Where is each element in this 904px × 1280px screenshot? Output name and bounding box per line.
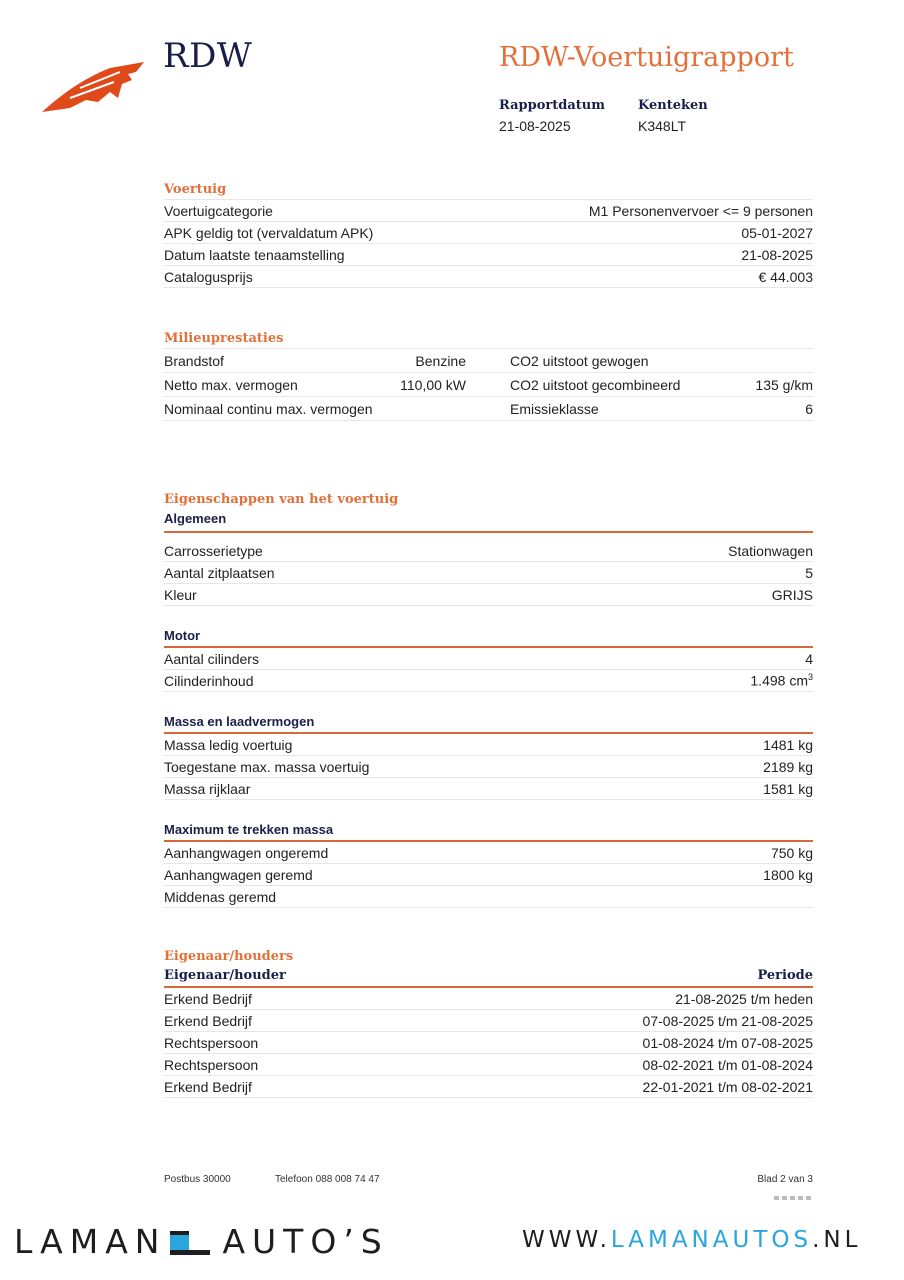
- owner-cell: Rechtspersoon: [164, 1034, 259, 1051]
- table-row: [164, 988, 813, 1010]
- table-row: [164, 222, 813, 244]
- subsection-title-massa: Massa en laadvermogen: [164, 712, 813, 734]
- table-row: [164, 842, 813, 864]
- table-row: [164, 648, 813, 670]
- owner-cell: Erkend Bedrijf: [164, 1078, 252, 1095]
- table-row: [164, 778, 813, 800]
- laman-logo-mark-icon: [170, 1231, 210, 1255]
- section-title-eigenaren: Eigenaar/houders: [164, 949, 294, 964]
- row-label: Nominaal continu max. vermogen: [164, 400, 373, 417]
- table-row: [164, 373, 813, 397]
- row-label: Netto max. vermogen: [164, 376, 298, 393]
- row-label: Massa ledig voertuig: [164, 736, 293, 753]
- row-value: GRIJS: [771, 586, 813, 603]
- row-label: Cilinderinhoud: [164, 672, 254, 689]
- table-row: [164, 540, 813, 562]
- subsection-title-algemeen: Algemeen: [164, 509, 813, 533]
- column-header-owner: Eigenaar/houder: [164, 968, 286, 983]
- row-label: Aanhangwagen geremd: [164, 866, 313, 883]
- row-value: 135 g/km: [755, 376, 813, 393]
- footer-page-number: Blad 2 van 3: [757, 1174, 813, 1185]
- url-prefix: WWW.: [522, 1227, 611, 1253]
- row-value: M1 Personenvervoer <= 9 personen: [588, 202, 813, 219]
- row-label: Middenas geremd: [164, 888, 277, 905]
- owner-cell: Rechtspersoon: [164, 1056, 259, 1073]
- table-row: [164, 200, 813, 222]
- row-value: 1800 kg: [763, 866, 813, 883]
- row-value: € 44.003: [758, 268, 813, 285]
- kenteken-value: K348LT: [638, 118, 686, 134]
- row-value: 1581 kg: [763, 780, 813, 797]
- row-label: Carrosserietype: [164, 542, 263, 559]
- report-title: RDW-Voertuigrapport: [499, 42, 794, 73]
- kenteken-label: Kenteken: [638, 98, 708, 113]
- footer-cut-off-line: [164, 1196, 814, 1200]
- voertuig-section: [164, 181, 813, 288]
- row-value: 05-01-2027: [741, 224, 813, 241]
- table-row: [164, 1054, 813, 1076]
- owner-cell: Erkend Bedrijf: [164, 990, 252, 1007]
- rapportdatum-label: Rapportdatum: [499, 98, 605, 113]
- row-value: Benzine: [415, 352, 466, 369]
- period-cell: 22-01-2021 t/m 08-02-2021: [642, 1078, 813, 1095]
- row-label: CO2 uitstoot gewogen: [510, 352, 649, 369]
- subsection-title-trekken: Maximum te trekken massa: [164, 820, 813, 842]
- table-row: [164, 734, 813, 756]
- period-cell: 21-08-2025 t/m heden: [675, 990, 813, 1007]
- rdw-feather-logo-icon: [40, 58, 148, 114]
- row-label: Kleur: [164, 586, 197, 603]
- row-label: Aantal cilinders: [164, 650, 259, 667]
- row-value: 750 kg: [770, 844, 813, 861]
- table-row: [164, 266, 813, 288]
- row-label: Massa rijklaar: [164, 780, 251, 797]
- row-value: Stationwagen: [728, 542, 813, 559]
- row-value: 1481 kg: [763, 736, 813, 753]
- laman-logo-left-text: LAMAN: [14, 1222, 167, 1261]
- period-cell: 08-02-2021 t/m 01-08-2024: [642, 1056, 813, 1073]
- table-header: [164, 966, 813, 988]
- table-row: [164, 562, 813, 584]
- row-label: Toegestane max. massa voertuig: [164, 758, 370, 775]
- section-title-milieu: Milieuprestaties: [164, 331, 284, 346]
- website-url: [522, 1227, 861, 1253]
- url-domain: LAMANAUTOS: [610, 1227, 813, 1253]
- table-row: [164, 349, 813, 373]
- row-label: Brandstof: [164, 352, 224, 369]
- url-suffix: .NL: [812, 1227, 862, 1253]
- rdw-logo-text: RDW: [163, 36, 253, 76]
- row-value: 2189 kg: [763, 758, 813, 775]
- row-label: Aanhangwagen ongeremd: [164, 844, 329, 861]
- row-label: Emissieklasse: [510, 400, 599, 417]
- milieu-section: [164, 330, 813, 421]
- table-row: [164, 1076, 813, 1098]
- table-row: [164, 886, 813, 908]
- row-value: 4: [805, 650, 813, 667]
- row-label: APK geldig tot (vervaldatum APK): [164, 224, 374, 241]
- footer-telefoon: Telefoon 088 008 74 47: [275, 1174, 380, 1185]
- row-value: 5: [805, 564, 813, 581]
- footer-postbus: Postbus 30000: [164, 1174, 231, 1185]
- column-header-period: Periode: [757, 968, 813, 983]
- subsection-title-motor: Motor: [164, 626, 813, 648]
- row-label: Voertuigcategorie: [164, 202, 273, 219]
- eigenaren-section: [164, 948, 813, 1098]
- rapportdatum-value: 21-08-2025: [499, 118, 571, 134]
- section-title-voertuig: Voertuig: [164, 182, 227, 197]
- row-value: 110,00 kW: [400, 376, 466, 393]
- table-row: [164, 670, 813, 692]
- row-label: CO2 uitstoot gecombineerd: [510, 376, 681, 393]
- table-row: [164, 584, 813, 606]
- owner-cell: Erkend Bedrijf: [164, 1012, 252, 1029]
- row-value: 6: [805, 400, 813, 417]
- period-cell: 01-08-2024 t/m 07-08-2025: [642, 1034, 813, 1051]
- laman-autos-logo: [14, 1222, 389, 1261]
- superscript: 3: [807, 672, 813, 683]
- table-row: [164, 244, 813, 266]
- cilinderinhoud-value: 1.498 cm: [750, 672, 808, 689]
- period-cell: 07-08-2025 t/m 21-08-2025: [642, 1012, 813, 1029]
- row-label: Aantal zitplaatsen: [164, 564, 275, 581]
- table-row: [164, 756, 813, 778]
- eigenschappen-section: [164, 491, 813, 908]
- table-row: [164, 864, 813, 886]
- table-row: [164, 397, 813, 421]
- row-label: Catalogusprijs: [164, 268, 253, 285]
- table-row: [164, 1032, 813, 1054]
- row-value: [750, 672, 813, 689]
- laman-logo-right-text: AUTO’S: [222, 1222, 389, 1261]
- row-label: Datum laatste tenaamstelling: [164, 246, 345, 263]
- row-value: 21-08-2025: [741, 246, 813, 263]
- section-title-eigenschappen: Eigenschappen van het voertuig: [164, 492, 399, 507]
- table-row: [164, 1010, 813, 1032]
